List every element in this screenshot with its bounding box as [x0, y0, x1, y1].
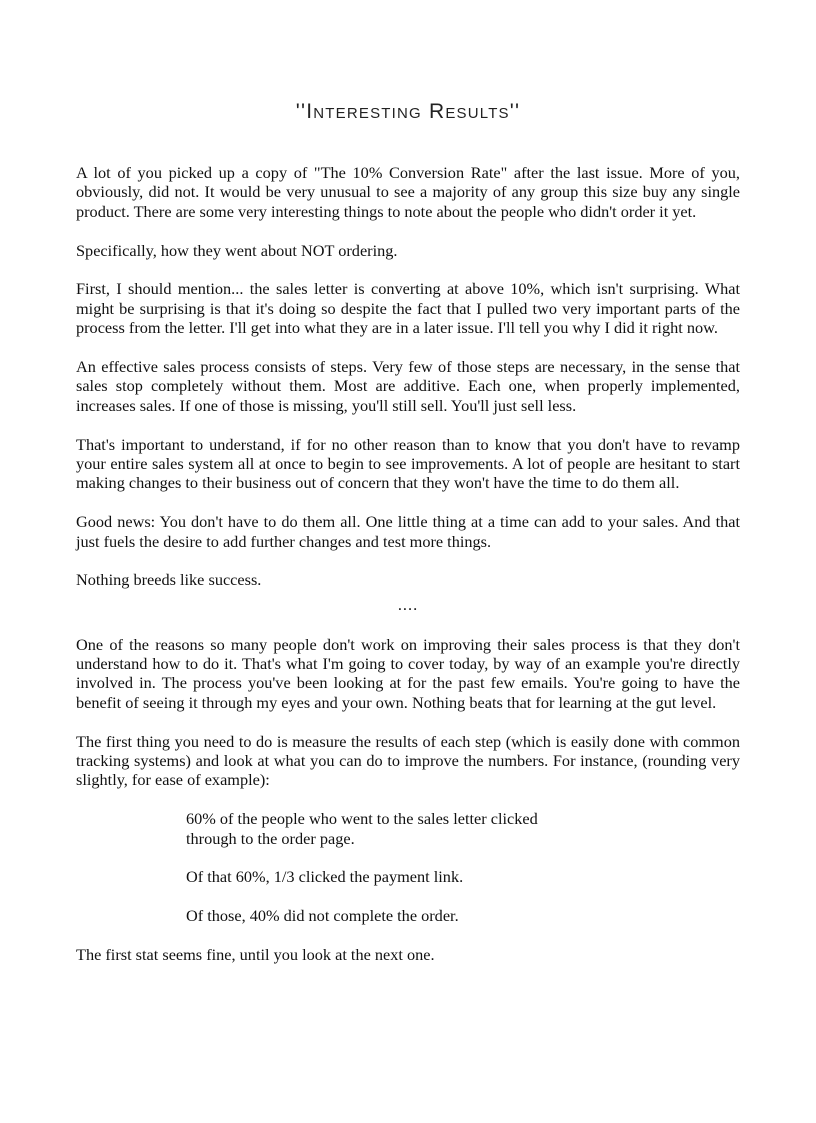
- stat-item: Of that 60%, 1/3 clicked the payment link.: [186, 867, 464, 887]
- paragraph: Good news: You don't have to do them all. One little thing at a time can add to your sales. And that just fuels the desire to add further changes and test more things.: [76, 512, 740, 551]
- stat-item: Of those, 40% did not complete the order.: [186, 906, 459, 926]
- document-body: [76, 163, 740, 984]
- paragraph: Nothing breeds like success.: [76, 570, 262, 590]
- paragraph: A lot of you picked up a copy of "The 10% Conversion Rate" after the last issue. More of you, obviously, did not. It would be very unusual to see a majority of any group this size buy any single product. There are some very interesting things to note about the people who didn't order it yet.: [76, 163, 740, 221]
- page-title: ''Interesting Results'': [295, 100, 521, 123]
- paragraph: First, I should mention... the sales letter is converting at above 10%, which isn't surprising. What might be surprising is that it's doing so despite the fact that I pulled two very important parts of the process from the letter. I'll get into what they are in a later issue. I'll tell you why I did it right now.: [76, 279, 740, 338]
- paragraph: An effective sales process consists of steps. Very few of those steps are necessary, in the sense that sales stop completely without them. Most are additive. Each one, when properly implemented, increases sales. If one of those is missing, you'll still sell. You'll just sell less.: [76, 357, 740, 415]
- paragraph: That's important to understand, if for no other reason than to know that you don't have to revamp your entire sales system all at once to begin to see improvements. A lot of people are hesitant to start making changes to their business out of concern that they won't have the time to do them all.: [76, 434, 740, 493]
- paragraph: The first thing you need to do is measure the results of each step (which is easily done with common tracking systems) and look at what you can do to improve the numbers. For instance, (rounding very slightly, for ease of example):: [76, 731, 740, 790]
- stat-item: 60% of the people who went to the sales letter clicked through to the order page.: [186, 809, 538, 848]
- paragraph: Specifically, how they went about NOT ordering.: [76, 240, 398, 260]
- closing-paragraph: The first stat seems fine, until you look at the next one.: [76, 945, 435, 965]
- paragraph: One of the reasons so many people don't work on improving their sales process is that they don't understand how to do it. That's what I'm going to cover today, by way of an example you're directly involved in. The process you've been looking at for the past few emails. You're going to have the benefit of seeing it through my eyes and your own. Nothing beats that for learning at the gut level.: [76, 634, 740, 712]
- section-separator: ....: [397, 595, 419, 615]
